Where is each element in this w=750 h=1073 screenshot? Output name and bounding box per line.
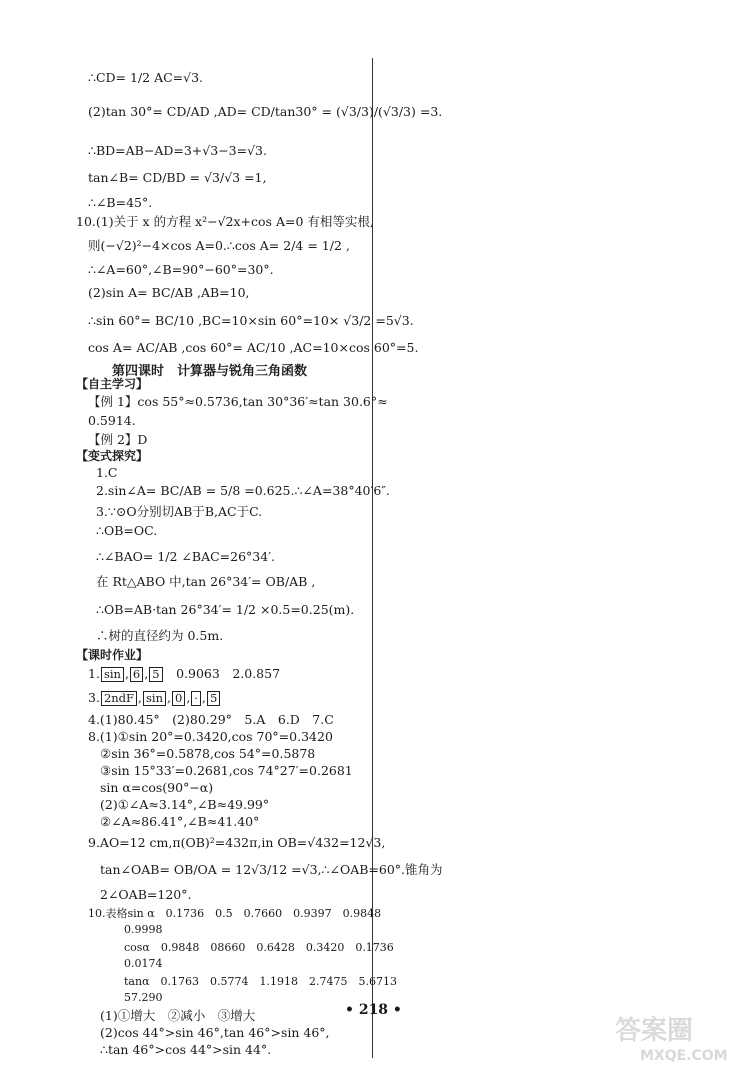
- text-line: cos A= AC/AB ,cos 60°= AC/10 ,AC=10×cos 60°=5.: [88, 340, 419, 355]
- text-line: (1)①增大 ②减小 ③增大: [100, 1008, 256, 1023]
- text-line: 57.290: [124, 991, 163, 1004]
- text-line: ∴∠BAO= 1/2 ∠BAC=26°34′.: [96, 549, 276, 564]
- watermark-url: MXQE.COM: [640, 1048, 728, 1064]
- watermark-logo: 答案圈: [615, 1016, 694, 1046]
- item-number: 3.: [88, 690, 100, 705]
- calc-key: 6: [130, 667, 143, 682]
- calc-key: sin: [143, 691, 166, 706]
- calculator-keys-line-1: 1. sin , 6 , 5 0.9063 2.0.857: [88, 666, 281, 681]
- text-line: 0.9998: [124, 923, 163, 936]
- text-line: ∴tan 46°>cos 44°>sin 44°.: [100, 1042, 272, 1057]
- text-line: tan∠B= CD/BD = √3/√3 =1,: [88, 170, 267, 185]
- calc-key: ·: [191, 691, 201, 706]
- text-line: ∴OB=AB·tan 26°34′= 1/2 ×0.5=0.25(m).: [96, 602, 355, 617]
- text-line: 【例 2】D: [88, 432, 148, 447]
- text-line: ∴sin 60°= BC/10 ,BC=10×sin 60°=10× √3/2 =5√3.: [88, 313, 414, 328]
- text-line: ∴∠B=45°.: [88, 195, 153, 210]
- calc-key: 2ndF: [101, 691, 137, 706]
- text-line: sin α=cos(90°−α): [100, 780, 214, 795]
- text-line: (2)sin A= BC/AB ,AB=10,: [88, 285, 250, 300]
- text-line: 1.C: [96, 465, 118, 480]
- text-line: tanα 0.1763 0.5774 1.1918 2.7475 5.6713: [124, 975, 397, 988]
- text-line: 则(−√2)²−4×cos A=0.∴cos A= 2/4 = 1/2 ,: [88, 238, 350, 253]
- calc-key: sin: [101, 667, 124, 682]
- page-number: • 218 •: [345, 1002, 402, 1018]
- text-line: ∴∠A=60°,∠B=90°−60°=30°.: [88, 262, 274, 277]
- text-line: 2∠OAB=120°.: [100, 887, 192, 902]
- section-tag-self-study: 【自主学习】: [76, 377, 149, 391]
- text-line: 【例 1】cos 55°≈0.5736,tan 30°36′≈tan 30.6°≈: [88, 394, 388, 409]
- text-line: ∴OB=OC.: [96, 523, 158, 538]
- text-line: 10.(1)关于 x 的方程 x²−√2x+cos A=0 有相等实根,: [76, 214, 374, 229]
- calc-key: 0: [172, 691, 185, 706]
- section-tag-variant: 【变式探究】: [76, 449, 149, 463]
- text-line: 10.表格sin α 0.1736 0.5 0.7660 0.9397 0.9848: [88, 907, 382, 920]
- section-tag-homework: 【课时作业】: [76, 648, 149, 662]
- text-line: (2)①∠A≈3.14°,∠B≈49.99°: [100, 797, 270, 812]
- item-number: 1.: [88, 666, 100, 681]
- text-line: ③sin 15°33′=0.2681,cos 74°27′=0.2681: [100, 763, 353, 778]
- answer-text: 0.9063 2.0.857: [176, 666, 281, 681]
- lesson-title: 第四课时 计算器与锐角三角函数: [112, 364, 308, 379]
- text-line: ∴树的直径约为 0.5m.: [96, 628, 224, 643]
- text-line: 2.sin∠A= BC/AB = 5/8 =0.625.∴∠A=38°40′6″.: [96, 483, 390, 498]
- text-line: 0.0174: [124, 957, 163, 970]
- text-line: 9.AO=12 cm,π(OB)²=432π,in OB=√432=12√3,: [88, 835, 386, 850]
- text-line: ∴CD= 1/2 AC=√3.: [88, 70, 204, 85]
- calc-key: 5: [207, 691, 220, 706]
- text-line: 0.5914.: [88, 413, 136, 428]
- text-line: ∴BD=AB−AD=3+√3−3=√3.: [88, 143, 267, 158]
- text-line: (2)cos 44°>sin 46°,tan 46°>sin 46°,: [100, 1025, 330, 1040]
- text-line: ②∠A≈86.41°,∠B≈41.40°: [100, 814, 260, 829]
- text-line: (2)tan 30°= CD/AD ,AD= CD/tan30° = (√3/3)/(√3/3) =3.: [88, 104, 443, 119]
- text-line: cosα 0.9848 08660 0.6428 0.3420 0.1736: [124, 941, 394, 954]
- calc-key: 5: [149, 667, 162, 682]
- text-line: 3.∵⊙O分别切AB于B,AC于C.: [96, 504, 263, 519]
- text-line: tan∠OAB= OB/OA = 12√3/12 =√3,∴∠OAB=60°.锥角为: [100, 862, 443, 877]
- text-line: 8.(1)①sin 20°=0.3420,cos 70°=0.3420: [88, 729, 333, 744]
- text-line: 4.(1)80.45° (2)80.29° 5.A 6.D 7.C: [88, 712, 334, 727]
- text-line: ②sin 36°=0.5878,cos 54°=0.5878: [100, 746, 316, 761]
- text-line: 在 Rt△ABO 中,tan 26°34′= OB/AB ,: [96, 574, 316, 589]
- calculator-keys-line-2: 3. 2ndF , sin , 0 , · , 5: [88, 690, 221, 706]
